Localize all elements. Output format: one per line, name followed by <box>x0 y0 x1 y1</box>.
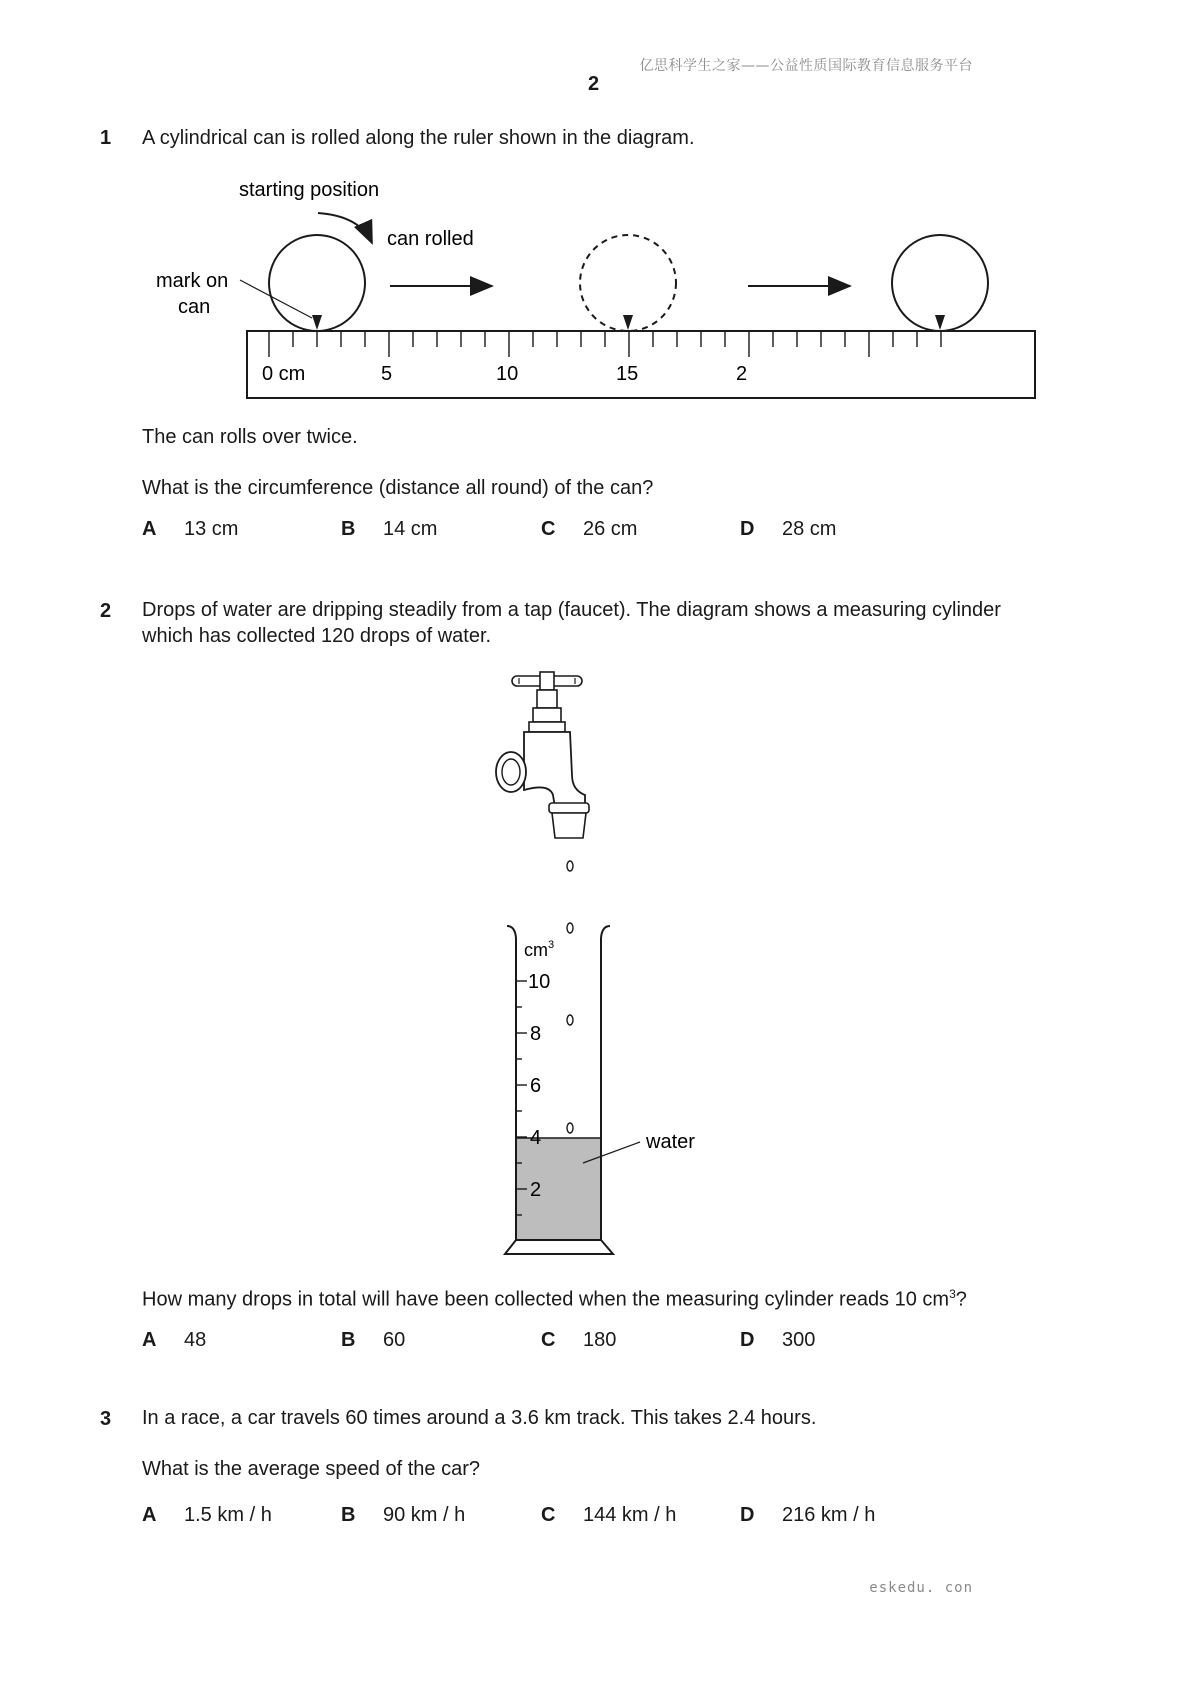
option-letter: A <box>142 1504 157 1526</box>
scale-2: 2 <box>530 1179 542 1201</box>
option-text: 300 <box>782 1329 816 1351</box>
option-text: 90 km / h <box>383 1504 466 1526</box>
q1-line2: The can rolls over twice. <box>142 426 358 448</box>
option-text: 26 cm <box>583 518 638 540</box>
mark-pointer-line <box>240 280 312 318</box>
option-text: 28 cm <box>782 518 837 540</box>
label-mark-on-can-2: can <box>178 296 211 318</box>
q2-option-c[interactable] <box>541 1329 616 1352</box>
option-text: 180 <box>583 1329 617 1351</box>
q2-number: 2 <box>100 600 112 622</box>
option-text: 13 cm <box>184 518 239 540</box>
label-can-rolled: can rolled <box>387 228 474 250</box>
q3-number: 3 <box>100 1408 112 1430</box>
q1-number: 1 <box>100 127 112 149</box>
can-middle-mark <box>623 315 633 330</box>
option-letter: B <box>341 518 356 540</box>
q1-option-b[interactable] <box>341 518 437 541</box>
option-letter: D <box>740 1329 755 1351</box>
footer-site: eskedu. con <box>869 1580 973 1596</box>
option-text: 48 <box>184 1329 207 1351</box>
q2-question-text: How many drops in total will have been collected when the measuring cylinder reads 10 cm <box>142 1288 950 1311</box>
q2-option-b[interactable] <box>341 1329 405 1352</box>
q2-stem-line1: Drops of water are dripping steadily from a tap (faucet). The diagram shows a measuring cylinder <box>142 599 1001 621</box>
q3-option-b[interactable] <box>341 1504 465 1527</box>
scale-4: 4 <box>530 1127 542 1149</box>
q1-question: What is the circumference (distance all round) of the can? <box>142 477 654 499</box>
ruler-label-2: 2 <box>736 363 748 385</box>
page-number: 2 <box>588 73 600 95</box>
scale-6: 6 <box>530 1075 542 1097</box>
cylinder-unit: $cm^3$ <box>524 939 555 960</box>
water-label: water <box>646 1131 695 1153</box>
rolled-curve-arrow <box>318 213 372 243</box>
option-letter: C <box>541 518 556 540</box>
q2-option-a[interactable] <box>142 1329 206 1352</box>
q2-diagram <box>0 660 1190 1260</box>
q3-question: What is the average speed of the car? <box>142 1458 480 1480</box>
option-letter: B <box>341 1504 356 1526</box>
option-text: 60 <box>383 1329 406 1351</box>
option-letter: B <box>341 1329 356 1351</box>
option-letter: D <box>740 1504 755 1526</box>
q2-question-end: ? <box>955 1288 967 1311</box>
label-starting-position: starting position <box>239 179 380 201</box>
ruler-label-15: 15 <box>616 363 639 385</box>
q1-stem: A cylindrical can is rolled along the ruler shown in the diagram. <box>142 127 695 149</box>
q2-stem-line2: which has collected 120 drops of water. <box>142 625 492 647</box>
option-text: 216 km / h <box>782 1504 876 1526</box>
q1-option-c[interactable] <box>541 518 637 541</box>
q3-option-c[interactable] <box>541 1504 676 1527</box>
tap-icon <box>496 672 589 838</box>
q1-option-a[interactable] <box>142 518 238 541</box>
option-text: 144 km / h <box>583 1504 677 1526</box>
ruler-ticks <box>269 331 941 357</box>
scale-10: 10 <box>528 971 551 993</box>
option-letter: C <box>541 1329 556 1351</box>
water-drops <box>567 861 573 1133</box>
q1-option-d[interactable] <box>740 518 836 541</box>
ruler-label-5: 5 <box>381 363 393 385</box>
scale-8: 8 <box>530 1023 542 1045</box>
option-text: 1.5 km / h <box>184 1504 272 1526</box>
option-text: 14 cm <box>383 518 438 540</box>
q2-question-sup: 3 <box>949 1287 956 1301</box>
option-letter: A <box>142 518 157 540</box>
q2-option-d[interactable] <box>740 1329 815 1352</box>
q3-stem: In a race, a car travels 60 times around a 3.6 km track. This takes 2.4 hours. <box>142 1407 817 1429</box>
q1-diagram <box>0 0 1190 420</box>
option-letter: A <box>142 1329 157 1351</box>
q3-option-a[interactable] <box>142 1504 272 1527</box>
option-letter: C <box>541 1504 556 1526</box>
can-start-mark <box>312 315 322 330</box>
option-letter: D <box>740 518 755 540</box>
label-mark-on-can-1: mark on <box>156 270 229 292</box>
can-end-mark <box>935 315 945 330</box>
q3-option-d[interactable] <box>740 1504 875 1527</box>
measuring-cylinder <box>505 926 695 1254</box>
ruler-label-10: 10 <box>496 363 519 385</box>
q2-question <box>142 1281 967 1313</box>
header-watermark: 亿思科学生之家——公益性质国际教育信息服务平台 <box>639 58 973 74</box>
ruler-label-0: 0 cm <box>262 363 306 385</box>
